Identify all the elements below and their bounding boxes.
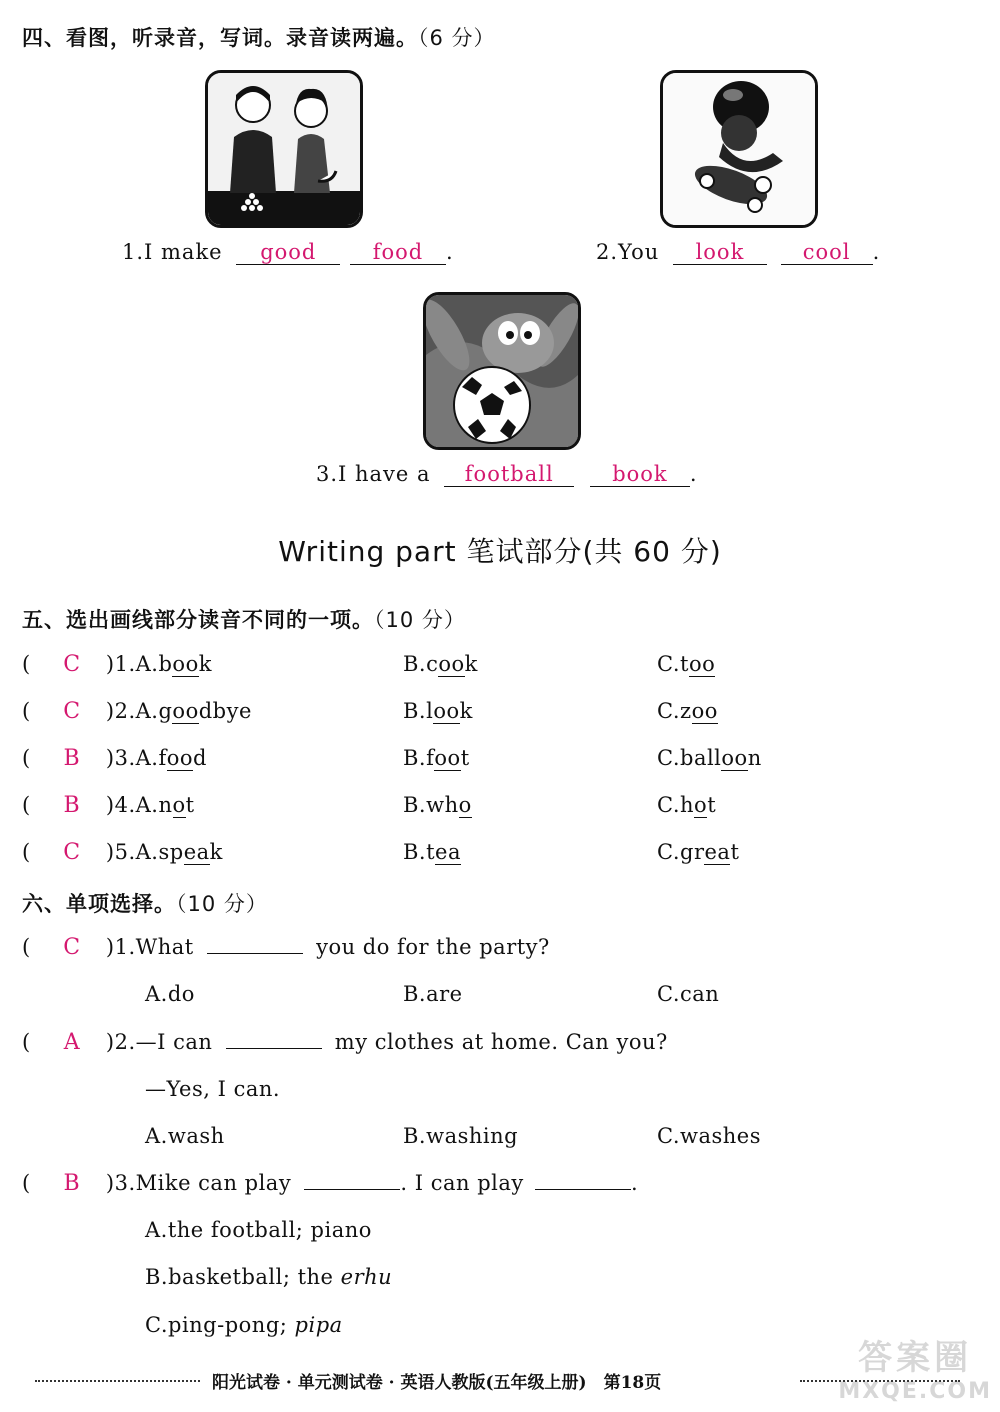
s5-q1-a-post: k <box>198 652 212 676</box>
s5-q5-answer: C <box>63 840 81 865</box>
s5-q2-b-underline: oo <box>433 699 460 723</box>
s6-q3-option-c-text: C.ping-pong; <box>145 1313 295 1337</box>
section-4-title-text: 四、看图，听录音，写词。录音读两遍。 <box>22 26 418 50</box>
s5-q4-answer: B <box>63 793 81 818</box>
s5-q1-num: )1.A. <box>105 652 159 676</box>
watermark-top: 答案圈 <box>858 1338 973 1378</box>
s5-q3-c-underline: oo <box>721 746 748 770</box>
s6-q1-option-c: C.can <box>657 982 720 1006</box>
paren: ( <box>22 699 31 723</box>
s5-row-4 <box>22 793 195 818</box>
s6-q2-option-b: B.washing <box>403 1124 519 1148</box>
question-4-2 <box>596 240 880 265</box>
s5-q3-a-underline: oo <box>166 746 194 770</box>
section-5-points: （10 分） <box>374 608 466 632</box>
s5-q2-a-underline: oo <box>172 699 199 723</box>
s5-q5-c-underline: ea <box>704 840 731 864</box>
q4-2-answer-2: cool <box>781 240 873 265</box>
s5-q3-c-pre: C.ball <box>657 746 722 770</box>
s6-q3-mid: . I can play <box>400 1171 524 1195</box>
s5-q1-b-pre: B.c <box>403 652 439 676</box>
q4-2-end: . <box>872 240 881 264</box>
s6-q2-answer: A <box>63 1030 81 1055</box>
s6-q1-post: you do for the party? <box>316 935 550 959</box>
s5-q4-a-post: t <box>185 793 195 817</box>
s5-q3-option-c <box>657 746 762 770</box>
s5-q3-answer: B <box>63 746 81 771</box>
s5-q5-b-pre: B.t <box>403 840 436 864</box>
s6-q2-pre: )2.—I can <box>105 1030 213 1054</box>
section-5-title-text: 五、选出画线部分读音不同的一项。 <box>22 608 374 632</box>
s5-row-1 <box>22 652 212 677</box>
s5-q2-c-pre: C.z <box>657 699 692 723</box>
s6-q2-post: my clothes at home. Can you? <box>334 1030 668 1054</box>
s5-q5-b-underline: ea <box>435 840 461 864</box>
skateboard-kid-picture <box>660 70 818 228</box>
s5-q2-answer: C <box>63 699 81 724</box>
rabbit-football-picture <box>423 292 581 450</box>
s6-q1-option-a: A.do <box>145 982 195 1006</box>
q4-3-answer-2: book <box>590 462 690 487</box>
s5-q4-option-b <box>403 793 472 817</box>
s5-q2-a-post: dbye <box>198 699 252 723</box>
s5-q1-option-b <box>403 652 478 676</box>
s6-q3-option-c <box>145 1313 343 1337</box>
s6-q3-pre: )3.Mike can play <box>105 1171 292 1195</box>
s5-q1-c-underline: oo <box>688 652 716 676</box>
s5-q2-b-pre: B.l <box>403 699 434 723</box>
footer-dots-left <box>35 1380 200 1382</box>
s5-q4-c-post: t <box>707 793 717 817</box>
s6-q3-end: . <box>630 1171 639 1195</box>
s5-q1-b-underline: oo <box>438 652 465 676</box>
s5-q5-option-c <box>657 840 739 864</box>
s5-q2-option-b <box>403 699 473 723</box>
s5-q3-b-pre: B.f <box>403 746 435 770</box>
section-4-points: （6 分） <box>418 26 496 50</box>
s5-q3-c-post: n <box>747 746 762 770</box>
q4-1-end: . <box>445 240 454 264</box>
s5-q4-c-underline: o <box>694 793 708 817</box>
s5-q4-b-underline: o <box>458 793 472 817</box>
s5-q1-option-c <box>657 652 715 676</box>
s5-q5-a-post: k <box>209 840 223 864</box>
s5-q2-c-underline: oo <box>691 699 718 723</box>
s5-q1-c-pre: C.t <box>657 652 689 676</box>
s5-q3-num: )3.A. <box>105 746 159 770</box>
s6-q2-reply: —Yes, I can. <box>145 1077 281 1101</box>
s5-row-2 <box>22 699 252 724</box>
s5-q5-c-pre: C.gr <box>657 840 705 864</box>
s5-row-3 <box>22 746 207 771</box>
s5-q2-b-post: k <box>459 699 473 723</box>
s6-q1-pre: )1.What <box>105 935 194 959</box>
section-4-title <box>22 22 496 52</box>
writing-part-title: Writing part 笔试部分(共 60 分) <box>278 535 722 568</box>
s5-q3-b-post: t <box>460 746 470 770</box>
s6-question-3 <box>22 1171 638 1196</box>
s5-row-5 <box>22 840 223 865</box>
paren: ( <box>22 1030 31 1054</box>
s5-q3-a-post: d <box>193 746 207 770</box>
s6-q2-option-a: A.wash <box>145 1124 225 1148</box>
s5-q2-a-pre: g <box>158 699 173 723</box>
s6-question-1 <box>22 935 550 960</box>
s6-q1-option-b: B.are <box>403 982 463 1006</box>
s5-q4-b-pre: B.wh <box>403 793 459 817</box>
s5-q5-num: )5.A. <box>105 840 159 864</box>
s6-q1-blank <box>207 935 303 954</box>
s6-q3-option-b <box>145 1265 392 1289</box>
question-4-3 <box>316 462 698 487</box>
s5-q4-num: )4.A. <box>105 793 159 817</box>
s5-q1-b-post: k <box>464 652 478 676</box>
s5-q5-a-pre: sp <box>158 840 184 864</box>
s6-q1-answer: C <box>63 935 81 960</box>
s5-q5-c-post: t <box>730 840 740 864</box>
s6-q2-blank <box>226 1030 322 1049</box>
s5-q3-b-underline: oo <box>434 746 461 770</box>
s5-q4-c-pre: C.h <box>657 793 695 817</box>
s5-q4-a-pre: n <box>158 793 173 817</box>
s6-q3-option-a: A.the football; piano <box>145 1218 372 1242</box>
s5-q3-a-pre: f <box>158 746 167 770</box>
paren: ( <box>22 746 31 770</box>
q4-3-prefix: 3.I have a <box>316 462 431 486</box>
s5-q1-a-pre: b <box>158 652 173 676</box>
section-5-title <box>22 604 466 634</box>
q4-1-answer-1: good <box>236 240 340 265</box>
kids-cooking-picture <box>205 70 363 228</box>
q4-3-end: . <box>689 462 698 486</box>
s6-q3-option-c-italic: pipa <box>294 1313 343 1337</box>
section-6-title-text: 六、单项选择。 <box>22 892 176 916</box>
s6-q3-option-b-text: B.basketball; the <box>145 1265 341 1289</box>
q4-2-answer-1: look <box>673 240 767 265</box>
question-4-1 <box>122 240 454 265</box>
q4-2-prefix: 2.You <box>596 240 660 264</box>
s6-q2-option-c: C.washes <box>657 1124 761 1148</box>
s5-q4-a-underline: o <box>172 793 186 817</box>
s6-q3-answer: B <box>63 1171 81 1196</box>
s5-q1-a-underline: oo <box>172 652 199 676</box>
section-6-points: （10 分） <box>176 892 268 916</box>
s5-q3-option-b <box>403 746 470 770</box>
footer-dots-right <box>800 1380 960 1382</box>
s5-q4-option-c <box>657 793 716 817</box>
paren: ( <box>22 652 31 676</box>
page-footer: 阳光试卷 · 单元测试卷 · 英语人教版(五年级上册) 第18页 <box>212 1373 662 1393</box>
s6-question-2 <box>22 1030 668 1055</box>
s5-q2-num: )2.A. <box>105 699 159 723</box>
paren: ( <box>22 1171 31 1195</box>
q4-1-answer-2: food <box>350 240 446 265</box>
watermark <box>838 1330 992 1404</box>
s6-q3-option-b-italic: erhu <box>340 1265 393 1289</box>
paren: ( <box>22 840 31 864</box>
s6-q3-blank-2 <box>535 1171 631 1190</box>
paren: ( <box>22 935 31 959</box>
watermark-bottom: MXQE.COM <box>838 1379 992 1404</box>
s5-q5-a-underline: ea <box>183 840 210 864</box>
q4-1-prefix: 1.I make <box>122 240 223 264</box>
paren: ( <box>22 793 31 817</box>
section-6-title <box>22 888 268 918</box>
s5-q1-answer: C <box>63 652 81 677</box>
s5-q2-option-c <box>657 699 718 723</box>
s5-q5-option-b <box>403 840 461 864</box>
s6-q3-blank-1 <box>304 1171 400 1190</box>
q4-3-answer-1: football <box>444 462 574 487</box>
